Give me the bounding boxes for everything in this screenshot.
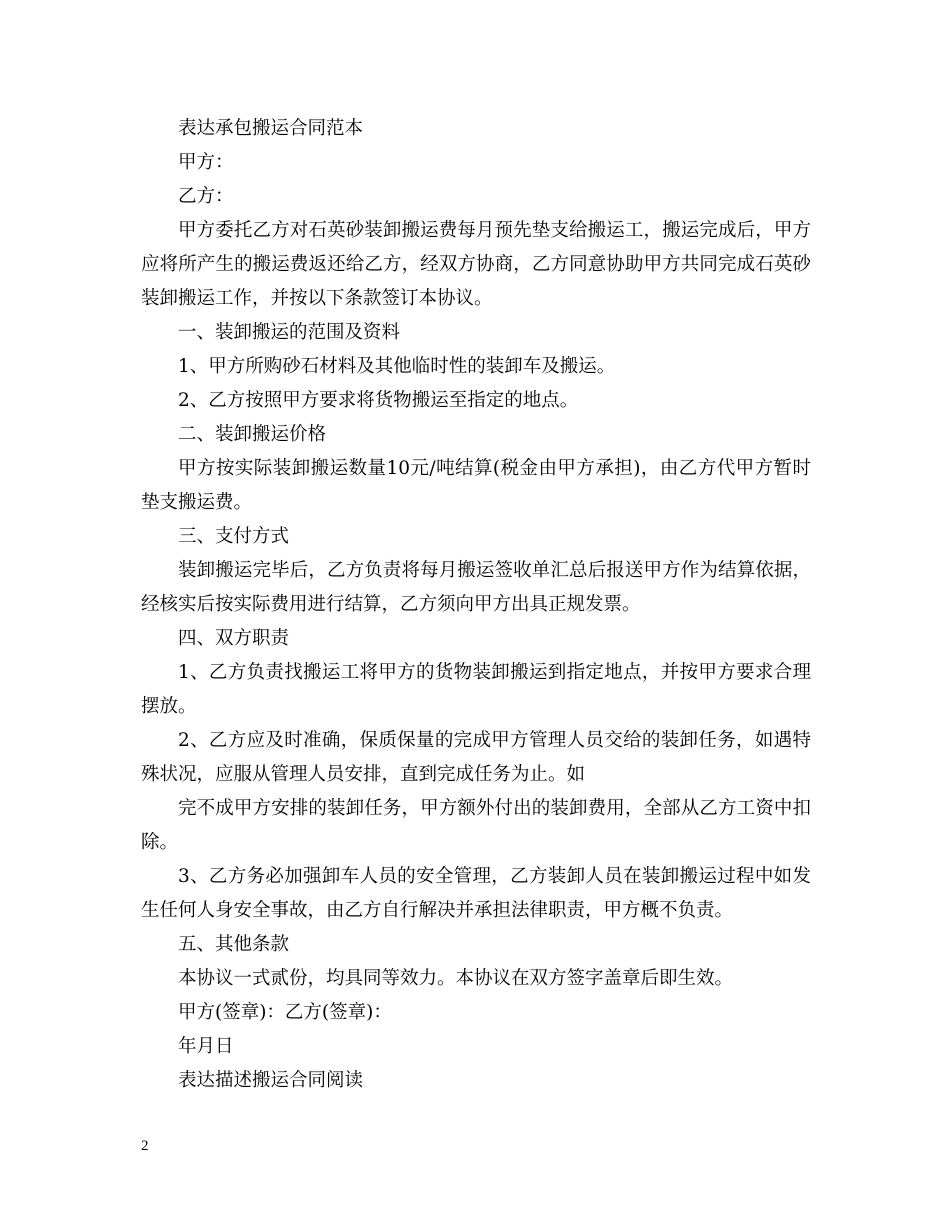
- clause-4-3: 3、乙方务必加强卸车人员的安全管理，乙方装卸人员在装卸搬运过程中如发生任何人身安全事故，由乙方自行解决并承担法律职责，甲方概不负责。: [141, 866, 811, 921]
- validity-paragraph: 本协议一式贰份，均具同等效力。本协议在双方签字盖章后即生效。: [178, 968, 734, 989]
- clause-4-2-continued: 完不成甲方安排的装卸任务，甲方额外付出的装卸费用，全部从乙方工资中扣除。: [141, 798, 811, 853]
- intro-paragraph: 甲方委托乙方对石英砂装卸搬运费每月预先垫支给搬运工，搬运完成后，甲方应将所产生的搬运费返还给乙方，经双方协商，乙方同意协助甲方共同完成石英砂装卸搬运工作，并按以下条款签订本协议。: [141, 220, 811, 309]
- clause-4-1: 1、乙方负责找搬运工将甲方的货物装卸搬运到指定地点，并按甲方要求合理摆放。: [141, 662, 811, 717]
- signature-line: 甲方(签章)：乙方(签章)：: [178, 1002, 392, 1023]
- clause-1-2: 2、乙方按照甲方要求将货物搬运至指定的地点。: [178, 390, 579, 411]
- date-line: 年月日: [178, 1036, 234, 1057]
- page-number: 2: [141, 1138, 149, 1154]
- section-heading-5: 五、其他条款: [178, 934, 290, 955]
- closing-title: 表达描述搬运合同阅读: [178, 1070, 364, 1091]
- payment-paragraph: 装卸搬运完毕后，乙方负责将每月搬运签收单汇总后报送甲方作为结算依据，经核实后按实际费用进行结算，乙方须向甲方出具正规发票。: [141, 560, 811, 615]
- clause-4-2: 2、乙方应及时准确，保质保量的完成甲方管理人员交给的装卸任务，如遇特殊状况，应服从管理人员安排，直到完成任务为止。如: [141, 730, 811, 785]
- document-title: 表达承包搬运合同范本: [178, 118, 364, 139]
- section-heading-1: 一、装卸搬运的范围及资料: [178, 322, 401, 343]
- document-body: [141, 112, 811, 1098]
- clause-1-1: 1、甲方所购砂石材料及其他临时性的装卸车及搬运。: [178, 356, 616, 377]
- section-heading-4: 四、双方职责: [178, 628, 290, 649]
- section-heading-2: 二、装卸搬运价格: [178, 424, 327, 445]
- party-b-line: 乙方：: [178, 186, 234, 207]
- party-a-line: 甲方：: [178, 152, 234, 173]
- section-heading-3: 三、支付方式: [178, 526, 290, 547]
- price-paragraph: 甲方按实际装卸搬运数量10元/吨结算(税金由甲方承担)，由乙方代甲方暂时垫支搬运费。: [141, 458, 811, 513]
